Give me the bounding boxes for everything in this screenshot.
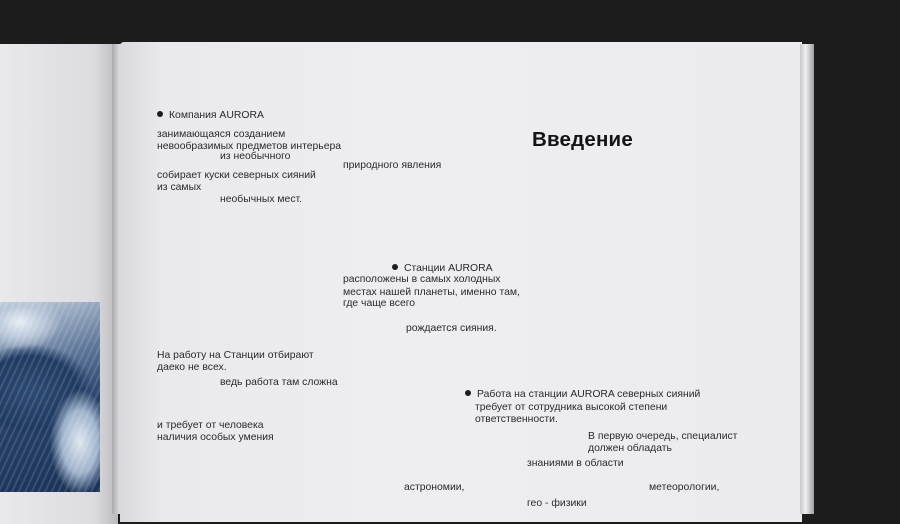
stations-line: где чаще всего xyxy=(343,298,416,309)
requirements-line: метеорологии, xyxy=(649,482,720,493)
intro-bullet xyxy=(157,110,264,122)
stations-line: расположены в самых холодных xyxy=(343,274,501,285)
page-edge xyxy=(800,44,814,514)
requirements-line: знаниями в области xyxy=(527,458,624,469)
requirements-line: требует от сотрудника высокой степени xyxy=(475,402,668,413)
intro-line: необычных мест. xyxy=(220,194,303,205)
requirements-line: В первую очередь, специалист xyxy=(588,431,738,442)
intro-line: собирает куски северных сияний xyxy=(157,170,316,181)
bullet-dot xyxy=(157,111,163,117)
bullet-dot xyxy=(465,390,471,396)
requirements-line: гео - физики xyxy=(527,498,587,509)
work-line: даеко не всех. xyxy=(157,362,227,373)
work-line: и требует от человека xyxy=(157,420,264,431)
intro-line: занимающаяся созданием xyxy=(157,129,286,140)
stations-line: местах нашей планеты, именно там, xyxy=(343,287,520,298)
glacier-photo xyxy=(0,302,100,492)
intro-line: из самых xyxy=(157,182,202,193)
requirements-bullet xyxy=(465,389,700,401)
work-line: наличия особых умения xyxy=(157,432,274,443)
requirements-line: астрономии, xyxy=(404,482,465,493)
intro-line: природного явления xyxy=(343,160,442,171)
page-heading: Введение xyxy=(532,128,633,151)
work-line: ведь работа там сложна xyxy=(220,377,338,388)
stations-bullet-text: Станции AURORA xyxy=(404,263,493,274)
intro-line: из необычного xyxy=(220,151,291,162)
intro-line: невообразимых предметов интерьера xyxy=(157,141,342,152)
requirements-line: ответственности. xyxy=(475,414,558,425)
requirements-bullet-text: Работа на станции AURORA северных сияний xyxy=(477,389,701,400)
requirements-line: должен обладать xyxy=(588,443,672,454)
work-line: На работу на Станции отбирают xyxy=(157,350,314,361)
stations-line: рождается сияния. xyxy=(406,323,497,334)
intro-bullet-text: Компания AURORA xyxy=(169,110,264,121)
bullet-dot xyxy=(392,264,398,270)
